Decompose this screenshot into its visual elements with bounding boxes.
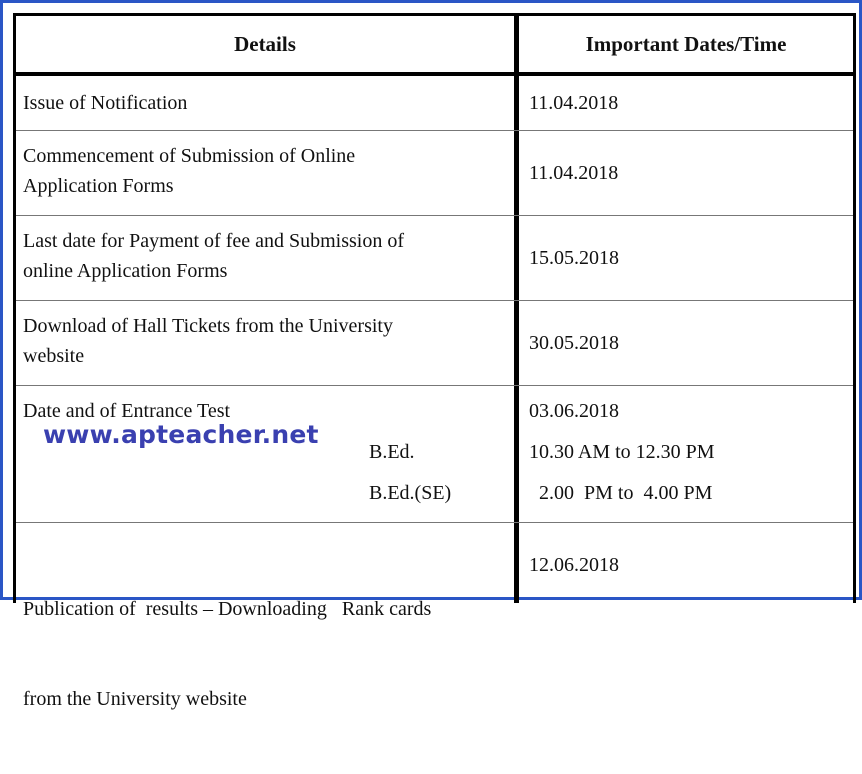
row-2-details	[23, 141, 503, 201]
header-dates: Important Dates/Time	[585, 32, 787, 56]
row-4-line-2: website	[23, 345, 85, 367]
row-1-date: 11.04.2018	[529, 92, 619, 114]
row-3-details	[23, 226, 503, 286]
row-5-date: 03.06.2018	[529, 400, 619, 422]
row-3-line-1: Last date for Payment of fee and Submission of	[23, 230, 405, 252]
row-4-details	[23, 311, 503, 371]
session-1-time: 10.30 AM to 12.30 PM	[529, 441, 715, 463]
watermark-link[interactable]: www.apteacher.net	[43, 420, 319, 449]
row-6-details	[23, 534, 503, 774]
row-divider	[16, 385, 853, 386]
row-2-date: 11.04.2018	[529, 162, 619, 184]
session-2-time: 2.00 PM to 4.00 PM	[529, 482, 713, 504]
session-1-course: B.Ed.	[369, 441, 415, 463]
row-6-line-2: from the University website	[23, 688, 247, 710]
row-5-details: Date and of Entrance Test	[23, 400, 231, 422]
row-4-date: 30.05.2018	[529, 332, 619, 354]
header-details: Details	[234, 32, 296, 56]
session-2-course: B.Ed.(SE)	[369, 482, 452, 504]
row-6-date: 12.06.2018	[529, 554, 619, 576]
row-3-date: 15.05.2018	[529, 247, 619, 269]
schedule-table	[13, 13, 856, 710]
row-2-line-2: Application Forms	[23, 175, 174, 197]
row-6-line-1: Publication of results – Downloading Rank cards	[23, 598, 432, 620]
row-3-line-2: online Application Forms	[23, 260, 228, 282]
column-divider	[514, 16, 519, 603]
row-2-line-1: Commencement of Submission of Online	[23, 145, 356, 167]
row-1-details: Issue of Notification	[23, 92, 188, 114]
row-4-line-1: Download of Hall Tickets from the University	[23, 315, 393, 337]
